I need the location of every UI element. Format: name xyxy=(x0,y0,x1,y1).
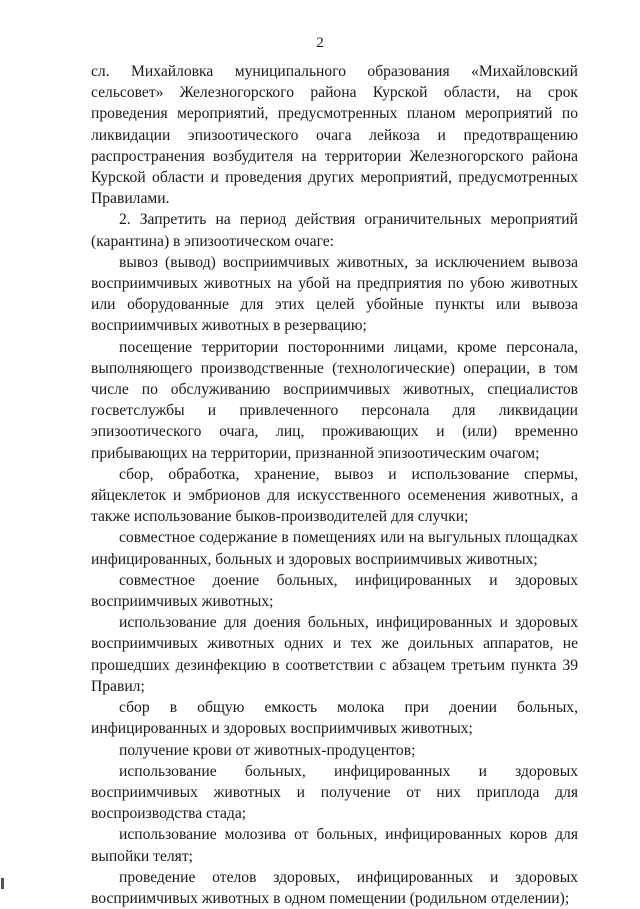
paragraph-ban-calving: проведение отелов здоровых, инфицированных и здоровых восприимчивых животных в одном помещении (родильном отделении); xyxy=(91,868,578,907)
paragraph-item-2: 2. Запретить на период действия ограничительных мероприятий (карантина) в эпизоотическом очаге: xyxy=(91,211,578,250)
paragraph-ban-semen: сбор, обработка, хранение, вывоз и использование спермы, яйцеклеток и эмбрионов для искусственного осеменения животных, а также использование быков-производителей для случки; xyxy=(91,465,578,526)
paragraph-ban-colostrum: использование молозива от больных, инфицированных коров для выпойки телят; xyxy=(91,826,578,865)
scan-margin-mark xyxy=(1,878,4,889)
paragraph-continuation: сл. Михайловка муниципального образования «Михайловский сельсовет» Железногорского района Курской области, на срок проведения мероприятий, предусмотренных планом мероприятий по ликвидации эпизоотического очага лейкоза и предотвращению распространения возбудителя на территории Железногорского района Курской области и проведения других мероприятий, предусмотренных Правилами. xyxy=(91,63,578,208)
paragraph-ban-export: вывоз (вывод) восприимчивых животных, за исключением вывоза восприимчивых животных на убой на предприятия по убою животных или оборудованные для этих целей убойные пункты или вывоза восприимчивых животных в резервацию; xyxy=(91,253,578,335)
paragraph-ban-breeding: использование больных, инфицированных и здоровых восприимчивых животных и получение от них приплода для воспроизводства стада; xyxy=(91,762,578,823)
paragraph-ban-milking-machines: использование для доения больных, инфицированных и здоровых восприимчивых животных одних и тех же доильных аппаратов, не прошедших дезинфекцию в соответствии с абзацем третьим пункта 39 Правил; xyxy=(91,614,578,695)
paragraph-ban-joint-keeping: совместное содержание в помещениях или на выгульных площадках инфицированных, больных и здоровых восприимчивых животных; xyxy=(91,529,578,568)
paragraph-ban-milk-collection: сбор в общую емкость молока при доении больных, инфицированных и здоровых восприимчивых животных; xyxy=(91,699,578,738)
paragraph-ban-blood: получение крови от животных-продуцентов; xyxy=(119,741,416,759)
paragraph-ban-visits: посещение территории посторонними лицами, кроме персонала, выполняющего производственные (технологические) операции, в том числе по обслуживанию восприимчивых животных, специалистов госветслужбы и привлеченного персонала для ликвидации эпизоотического очага, лиц, проживающих и (или) временно прибывающих на территории, признанной эпизоотическим очагом; xyxy=(91,338,578,462)
page-number: 2 xyxy=(316,35,324,51)
paragraph-ban-joint-milking: совместное доение больных, инфицированных и здоровых восприимчивых животных; xyxy=(91,571,578,611)
document-body xyxy=(91,61,578,909)
